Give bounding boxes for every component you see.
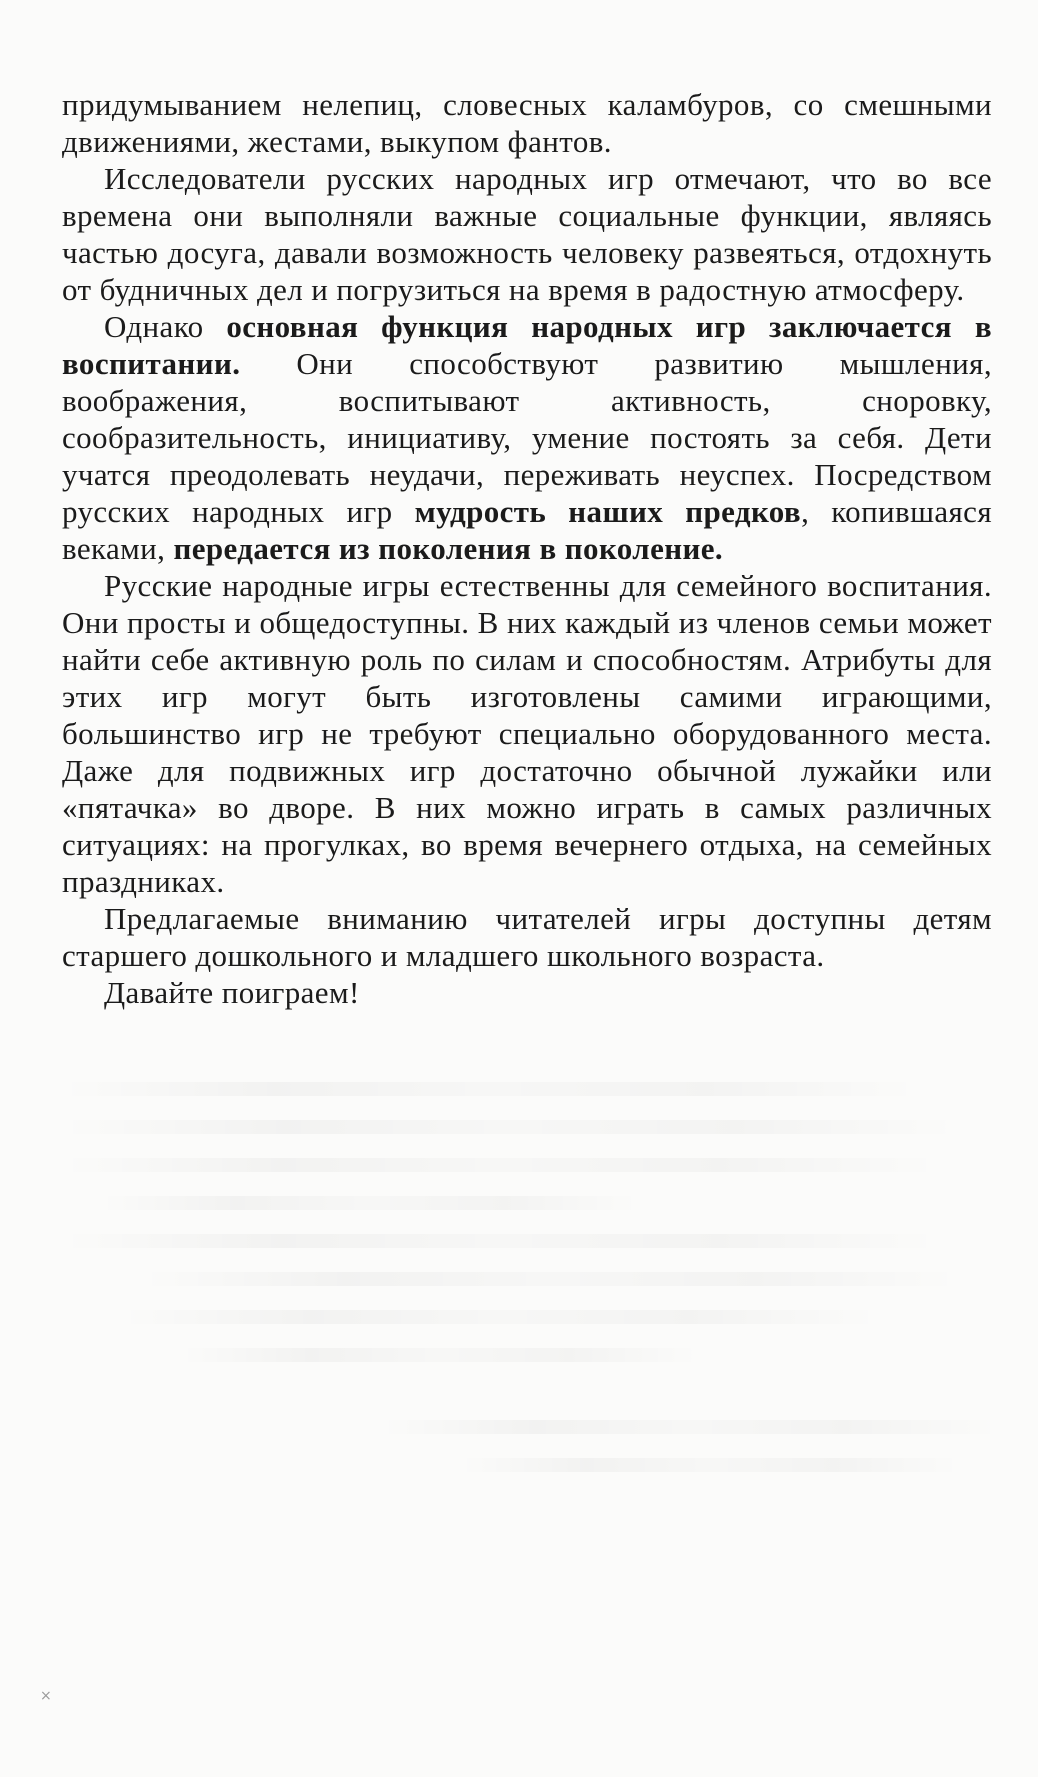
bleed-through-line bbox=[60, 1082, 920, 1096]
bold-text-segment: основная функция народных игр заключается в воспитании. bbox=[62, 309, 992, 381]
bleed-through-line bbox=[100, 1196, 640, 1210]
bleed-through-line bbox=[140, 1272, 960, 1286]
text-segment: Давайте поиграем! bbox=[104, 975, 360, 1010]
bold-text-segment: мудрость наших предков bbox=[414, 494, 802, 529]
paragraph-5 bbox=[62, 900, 992, 974]
bleed-through-line bbox=[60, 1158, 940, 1172]
text-segment: Они способствуют развитию мышления, воображения, воспитывают активность, сноровку, сообразительность, инициативу, умение постоять за себя. Дети учатся преодолевать неудачи, переживать неуспех. Посредством русских народных игр bbox=[62, 346, 992, 529]
text-segment: , копившаяся веками, bbox=[62, 494, 992, 566]
body-text bbox=[62, 86, 992, 1011]
bleed-through-line bbox=[380, 1420, 1000, 1434]
bleed-through-line bbox=[60, 1120, 960, 1134]
text-segment: придумыванием нелепиц, словесных каламбуров, со смешными движениями, жестами, выкупом фантов. bbox=[62, 87, 992, 159]
bleed-through-line bbox=[180, 1348, 700, 1362]
paragraph-6 bbox=[62, 974, 992, 1011]
bleed-through-line bbox=[460, 1458, 960, 1472]
bleed-through-line bbox=[60, 1234, 940, 1248]
text-segment: Однако bbox=[104, 309, 227, 344]
bleed-through-line bbox=[120, 1310, 880, 1324]
text-segment: Исследователи русских народных игр отмечают, что во все времена они выполняли важные социальные функции, являясь частью досуга, давали возможность человеку развеяться, отдохнуть от будничных дел и погрузиться на время в радостную атмосферу. bbox=[62, 161, 992, 307]
paragraph-1 bbox=[62, 86, 992, 160]
paragraph-4 bbox=[62, 567, 992, 900]
bold-text-segment: передается из поколения в поколение. bbox=[173, 531, 724, 566]
text-segment: Русские народные игры естественны для семейного воспитания. Они просты и общедоступны. В них каждый из членов семьи может найти себе активную роль по силам и способностям. Атрибуты для этих игр могут быть изготовлены самими играющими, большинство игр не требуют специально оборудованного места. Даже для подвижных игр достаточно обычной лужайки или «пятачка» во дворе. В них можно играть в самых различных ситуациях: на прогулках, во время вечернего отдыха, на семейных праздниках. bbox=[62, 568, 992, 899]
scan-artifact-mark: × bbox=[40, 1688, 52, 1704]
paragraph-3 bbox=[62, 308, 992, 567]
text-segment: Предлагаемые вниманию читателей игры доступны детям старшего дошкольного и младшего школьного возраста. bbox=[62, 901, 992, 973]
paragraph-2 bbox=[62, 160, 992, 308]
